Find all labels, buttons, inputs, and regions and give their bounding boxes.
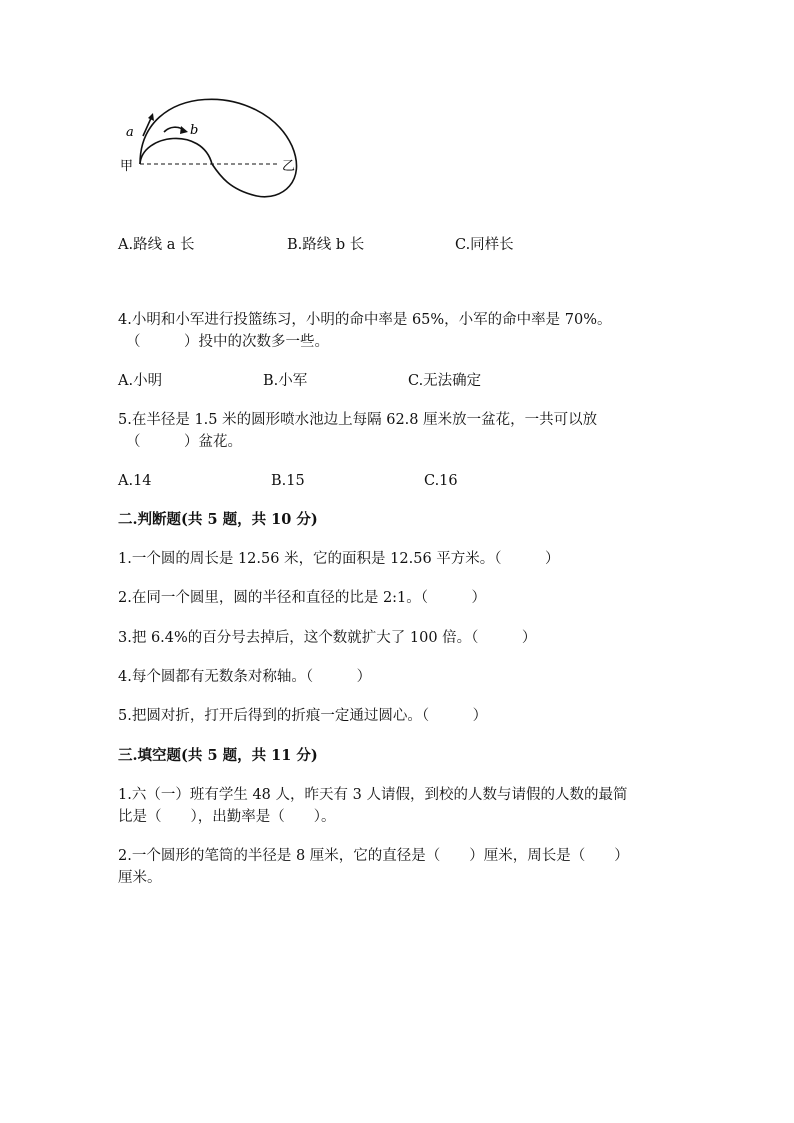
label-start: 甲 [120,159,134,174]
section2-item-3: 3.把 6.4%的百分号去掉后，这个数就扩大了 100 倍。（ ） [118,630,537,646]
route-a-arc [140,99,297,196]
q4-option-c: C.无法确定 [408,373,482,389]
section3-q1-line1: 1.六（一）班有学生 48 人，昨天有 3 人请假，到校的人数与请假的人数的最简 [118,787,628,803]
q5-text-line1: 5.在半径是 1.5 米的圆形喷水池边上每隔 62.8 厘米放一盆花，一共可以放 [118,412,598,428]
q5-text-line2: （ ）盆花。 [126,434,242,450]
section2-item-4: 4.每个圆都有无数条对称轴。（ ） [118,669,372,685]
q4-text-line1: 4.小明和小军进行投篮练习，小明的命中率是 65%，小军的命中率是 70%。 [118,312,612,328]
label-b: b [190,123,199,138]
q4-option-a: A.小明 [118,373,163,389]
q3-option-b: B.路线 b 长 [287,237,365,253]
section2-item-2: 2.在同一个圆里，圆的半径和直径的比是 2:1。（ ） [118,590,487,606]
q4-text-line2: （ ）投中的次数多一些。 [126,334,329,350]
route-b-arc [140,138,212,164]
section2-item-5: 5.把圆对折，打开后得到的折痕一定通过圆心。（ ） [118,708,488,724]
route-figure [112,86,312,206]
section3-title: 三.填空题(共 5 题，共 11 分) [118,747,318,764]
q4-option-b: B.小军 [263,373,308,389]
label-end: 乙 [282,159,296,174]
q5-option-c: C.16 [424,473,458,489]
section3-q2-line2: 厘米。 [118,870,162,886]
q3-option-c: C.同样长 [455,237,514,253]
section2-title: 二.判断题(共 5 题，共 10 分) [118,511,318,528]
q5-option-a: A.14 [118,473,152,489]
q3-option-a: A.路线 a 长 [118,237,195,253]
section2-item-1: 1.一个圆的周长是 12.56 米，它的面积是 12.56 平方米。（ ） [118,551,560,567]
section3-q1-line2: 比是（ ），出勤率是（ ）。 [118,809,336,825]
q5-option-b: B.15 [271,473,305,489]
label-a: a [126,125,134,140]
section3-q2-line1: 2.一个圆形的笔筒的半径是 8 厘米，它的直径是（ ）厘米，周长是（ ） [118,848,629,864]
